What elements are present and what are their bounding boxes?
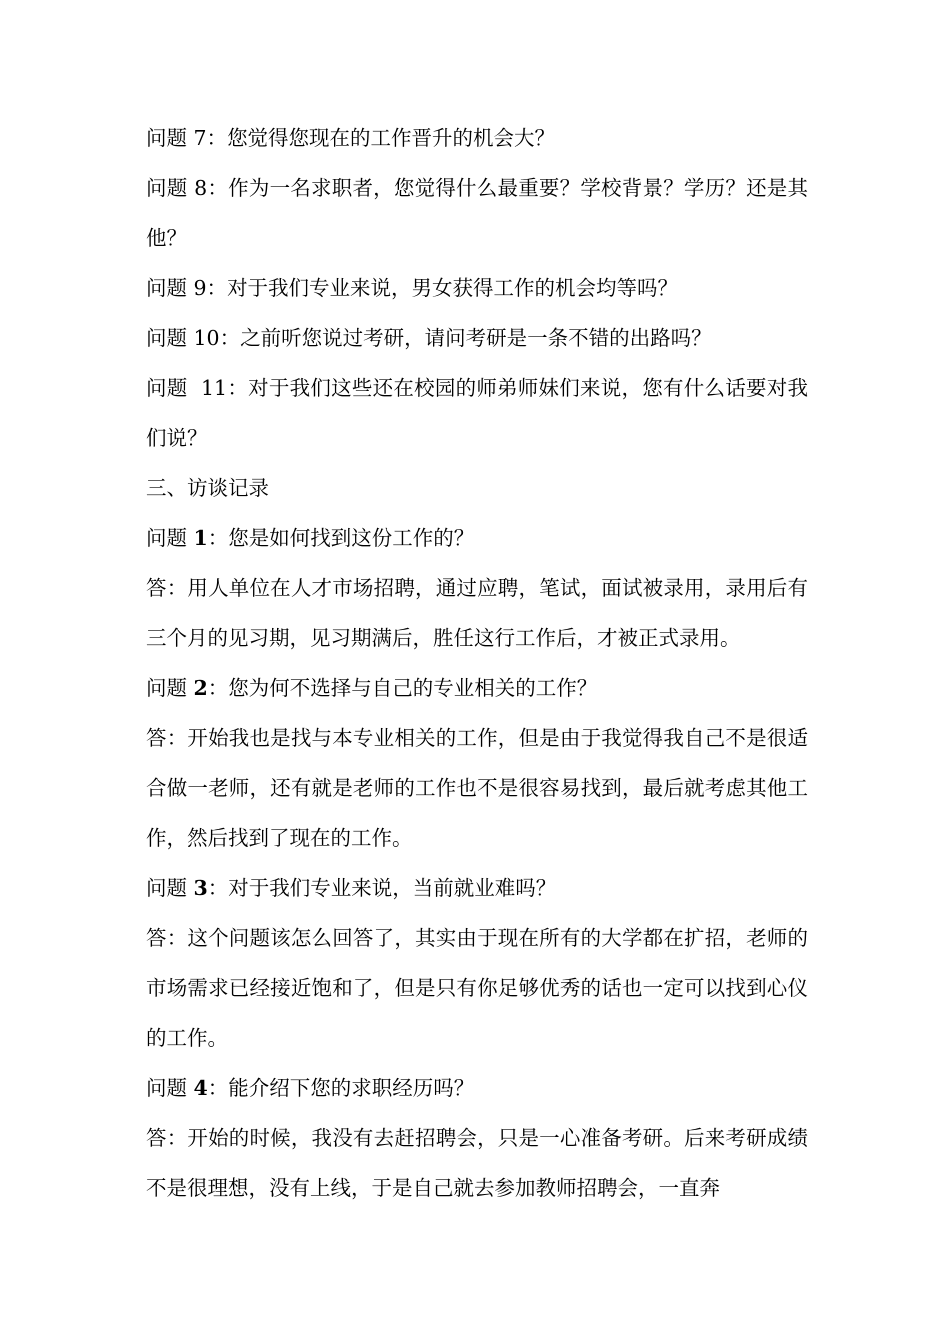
- record-answer-3: 答：这个问题该怎么回答了，其实由于现在所有的大学都在扩招，老师的市场需求已经接近饱和了，但是只有你足够优秀的话也一定可以找到心仪的工作。: [146, 926, 808, 1050]
- question-text: 您觉得您现在的工作晋升的机会大？: [227, 126, 556, 150]
- question-label: 问题 8：: [146, 176, 229, 200]
- record-question-text: ：您为何不选择与自己的专业相关的工作？: [207, 676, 598, 700]
- question-text: 之前听您说过考研，请问考研是一条不错的出路吗？: [240, 326, 712, 350]
- record-question-prefix: 问题: [146, 1076, 194, 1100]
- question-text: 对于我们这些还在校园的师弟师妹们来说，您有什么话要对我们说？: [146, 376, 809, 450]
- record-question-prefix: 问题: [146, 676, 194, 700]
- record-question-4: [146, 1063, 808, 1113]
- question-7: [146, 113, 808, 163]
- question-label: 问题 11：: [146, 376, 249, 400]
- question-8: [146, 163, 808, 263]
- record-question-number: 2: [193, 676, 208, 700]
- question-label: 问题 10：: [146, 326, 241, 350]
- record-question-number: 1: [193, 526, 208, 550]
- section-heading: 三、访谈记录: [146, 476, 269, 500]
- record-question-text: ：您是如何找到这份工作的？: [207, 526, 475, 550]
- record-question-2: [146, 663, 808, 713]
- question-11: [146, 363, 808, 463]
- record-answer-2: 答：开始我也是找与本专业相关的工作，但是由于我觉得我自己不是很适合做一老师，还有就是老师的工作也不是很容易找到，最后就考虑其他工作，然后找到了现在的工作。: [146, 726, 808, 850]
- record-question-prefix: 问题: [146, 526, 194, 550]
- question-label: 问题 9：: [146, 276, 228, 300]
- record-question-text: ：能介绍下您的求职经历吗？: [207, 1076, 475, 1100]
- record-question-3: [146, 863, 808, 913]
- record-question-prefix: 问题: [146, 876, 194, 900]
- record-question-number: 4: [193, 1076, 208, 1100]
- record-question-text: ：对于我们专业来说，当前就业难吗？: [207, 876, 557, 900]
- question-9: [146, 263, 808, 313]
- record-answer-1: 答：用人单位在人才市场招聘，通过应聘，笔试，面试被录用，录用后有三个月的见习期，见习期满后，胜任这行工作后，才被正式录用。: [146, 576, 808, 650]
- question-label: 问题 7：: [146, 126, 228, 150]
- document-page: [146, 113, 808, 1213]
- record-question-1: [146, 513, 808, 563]
- record-answer-4: 答：开始的时候，我没有去赶招聘会，只是一心准备考研。后来考研成绩不是很理想，没有上线，于是自己就去参加教师招聘会，一直奔: [146, 1126, 808, 1200]
- question-10: [146, 313, 808, 363]
- question-text: 对于我们专业来说，男女获得工作的机会均等吗？: [227, 276, 679, 300]
- record-question-number: 3: [193, 876, 208, 900]
- question-text: 作为一名求职者，您觉得什么最重要？学校背景？学历？还是其他？: [146, 176, 809, 250]
